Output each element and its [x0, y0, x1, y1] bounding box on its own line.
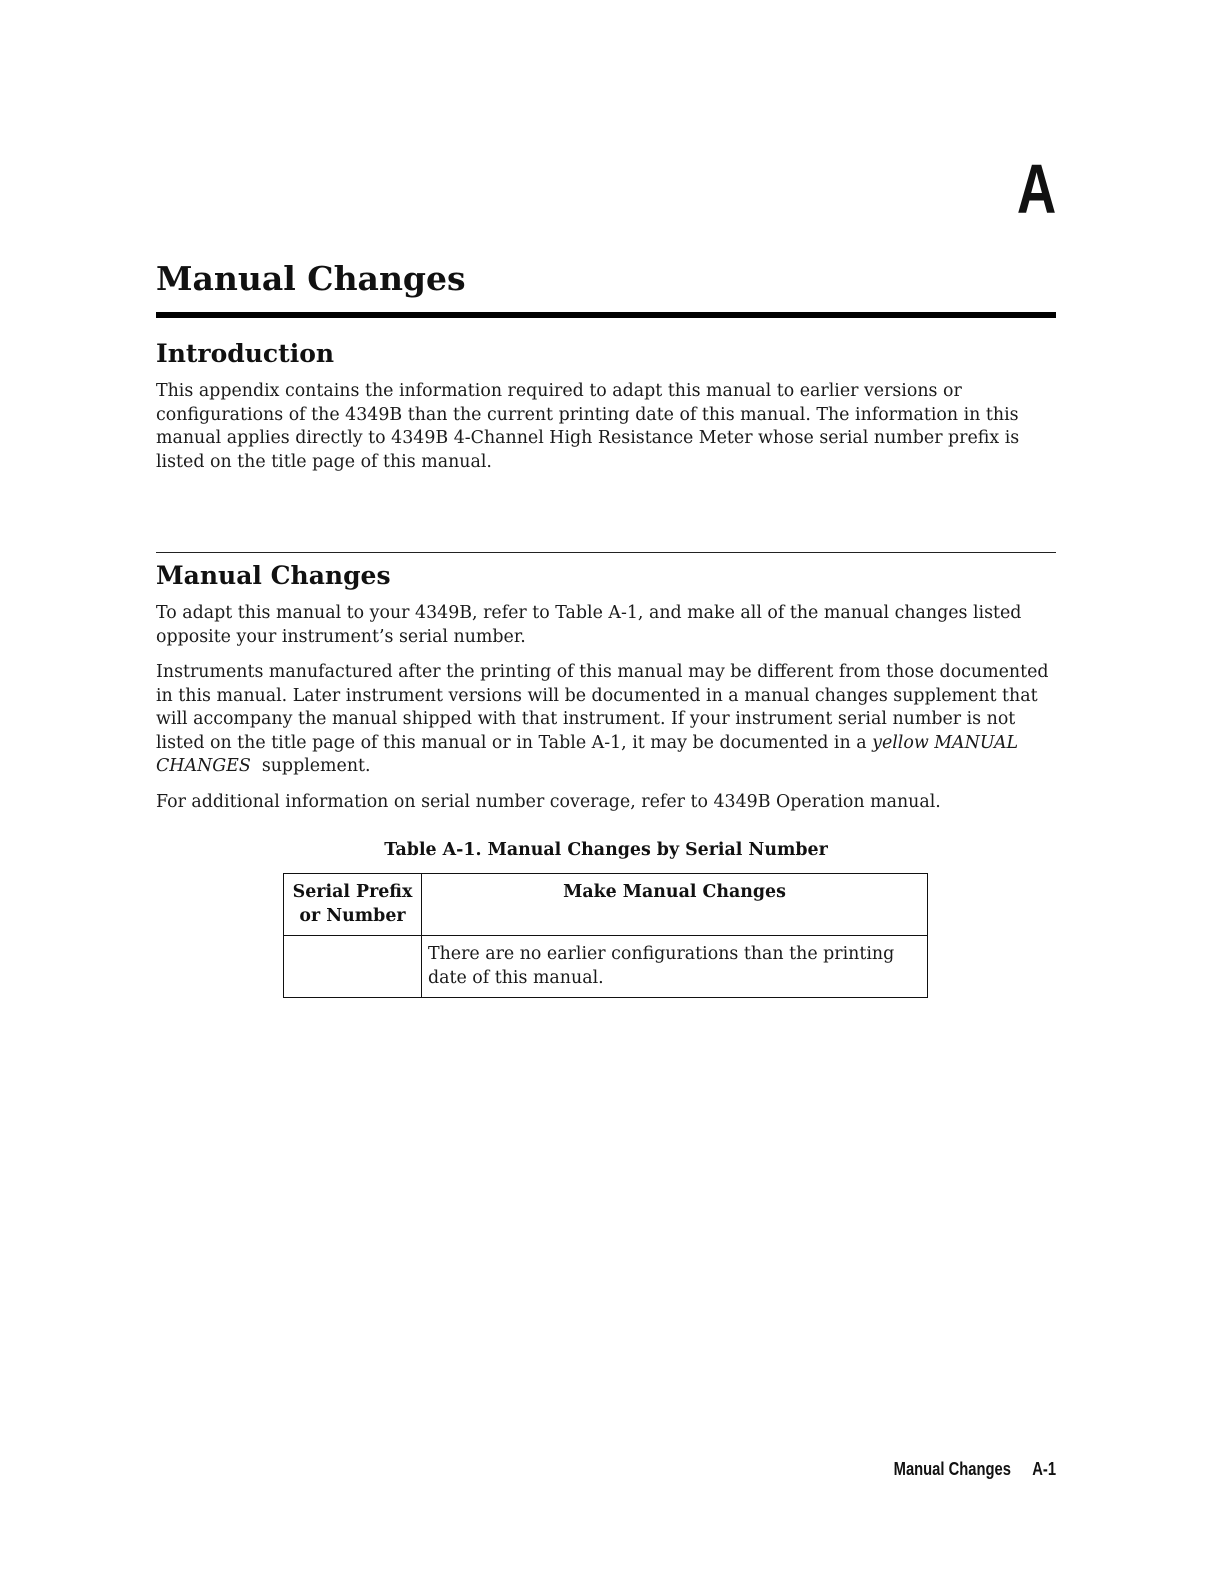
introduction-paragraph: This appendix contains the information required to adapt this manual to earlier versions or configurations of the 4349B than the current printing date of this manual. The information in this manual applies directly to 4349B 4-Channel High Resistance Meter whose serial number prefix is listed on the title page of this manual. — [156, 381, 1020, 472]
chapter-title: Manual Changes — [156, 259, 466, 298]
cell-serial — [284, 936, 422, 998]
page-footer — [894, 1458, 1056, 1480]
manual-changes-table — [283, 873, 928, 998]
footer-page-number: A-1 — [1032, 1459, 1056, 1479]
paragraph-2-italic: yellow MANUAL CHANGES — [156, 732, 1019, 777]
manual-changes-paragraph-3: For additional information on serial number coverage, refer to 4349B Operation manual. — [156, 792, 941, 812]
paragraph-2-end: supplement. — [261, 756, 371, 777]
chapter-letter: A — [1017, 150, 1056, 228]
manual-changes-heading: Manual Changes — [156, 561, 391, 590]
table-header-row — [284, 874, 928, 936]
chapter-title-rule — [156, 312, 1056, 318]
paragraph-2-text: Instruments manufactured after the printing of this manual may be different from those documented in this manual. Later instrument versions will be documented in a manual changes supplement that will accompany the manual shipped with that instrument. If your instrument serial number is not listed on the title page of this manual or in Table A-1, it may be documented in a — [156, 662, 1049, 753]
header-serial-prefix: Serial Prefix or Number — [284, 874, 422, 936]
table-caption: Table A-1. Manual Changes by Serial Number — [384, 840, 828, 860]
footer-section: Manual Changes — [893, 1459, 1011, 1479]
manual-changes-paragraph-2 — [156, 661, 1056, 779]
introduction-heading: Introduction — [156, 339, 335, 368]
header-make-manual-changes: Make Manual Changes — [422, 874, 928, 936]
section-divider — [156, 552, 1056, 553]
cell-changes: There are no earlier configurations than the printing date of this manual. — [422, 936, 928, 998]
table-row — [284, 936, 928, 998]
manual-changes-paragraph-1: To adapt this manual to your 4349B, refer to Table A-1, and make all of the manual changes listed opposite your instrument’s serial number. — [156, 603, 1022, 647]
